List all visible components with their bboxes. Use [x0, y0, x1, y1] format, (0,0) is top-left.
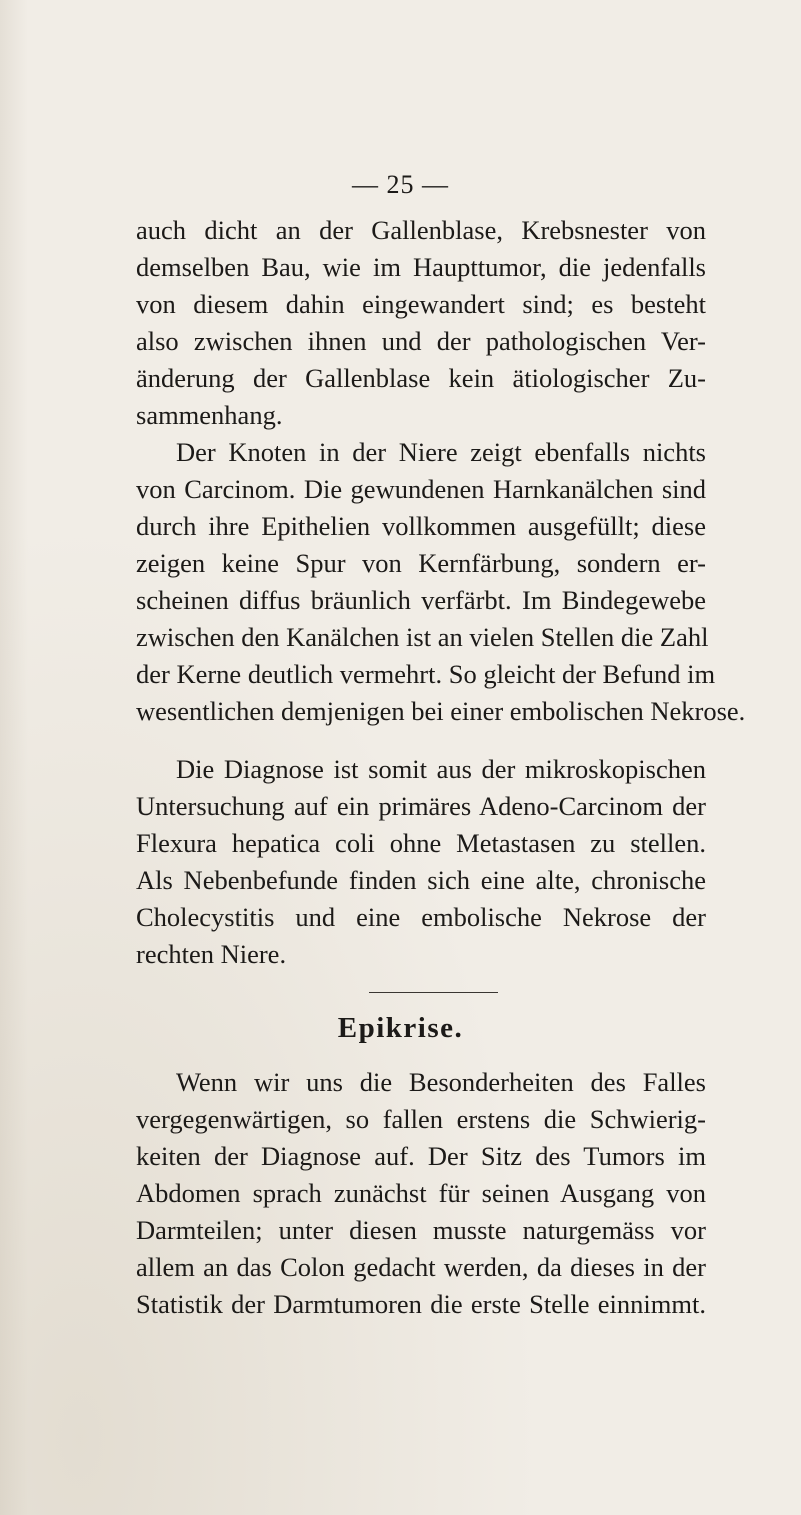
text-line: von diesem dahin eingewandert sind; es besteht: [136, 289, 706, 319]
text-line: der Kerne deutlich vermehrt. So gleicht der Befund im: [136, 659, 716, 689]
text-line: wesentlichen demjenigen bei einer embolischen Nekrose.: [136, 696, 746, 726]
text-line: von Carcinom. Die gewundenen Harnkanälchen sind: [136, 474, 706, 504]
text-line: allem an das Colon gedacht werden, da dieses in der: [136, 1252, 706, 1282]
section-divider: [369, 992, 498, 993]
text-line: demselben Bau, wie im Haupttumor, die jedenfalls: [136, 252, 706, 282]
text-line: änderung der Gallenblase kein ätiologischer Zu-: [136, 363, 706, 393]
text-line: zeigen keine Spur von Kernfärbung, sondern er-: [136, 548, 706, 578]
text-line: sammenhang.: [136, 400, 283, 430]
section-heading: Epikrise.: [337, 1012, 464, 1044]
text-line: rechten Niere.: [136, 939, 287, 969]
text-line: Als Nebenbefunde finden sich eine alte, chronische: [136, 865, 706, 895]
text-line: Die Diagnose ist somit aus der mikroskopischen: [176, 754, 706, 784]
text-line: Wenn wir uns die Besonderheiten des Falles: [176, 1067, 706, 1097]
paragraph-4: [136, 1064, 706, 1323]
text-line: auch dicht an der Gallenblase, Krebsnester von: [136, 215, 706, 245]
text-line: durch ihre Epithelien vollkommen ausgefüllt; diese: [136, 511, 706, 541]
page-number: — 25 —: [352, 170, 449, 199]
paragraph-2: [136, 434, 746, 730]
text-line: keiten der Diagnose auf. Der Sitz des Tumors im: [136, 1141, 706, 1171]
text-line: vergegenwärtigen, so fallen erstens die Schwierig-: [136, 1104, 706, 1134]
text-line: Darmteilen; unter diesen musste naturgemäss vor: [136, 1215, 706, 1245]
text-line: Abdomen sprach zunächst für seinen Ausgang von: [136, 1178, 706, 1208]
text-line: scheinen diffus bräunlich verfärbt. Im Bindegewebe: [136, 585, 706, 615]
text-line: Statistik der Darmtumoren die erste Stelle einnimmt.: [136, 1289, 706, 1319]
paragraph-3: [136, 751, 706, 973]
text-line: Cholecystitis und eine embolische Nekrose der: [136, 902, 706, 932]
text-line: Untersuchung auf ein primäres Adeno-Carcinom der: [136, 791, 706, 821]
paragraph-1: [136, 212, 706, 434]
text-line: Der Knoten in der Niere zeigt ebenfalls nichts: [176, 437, 706, 467]
text-line: also zwischen ihnen und der pathologischen Ver-: [136, 326, 706, 356]
text-line: Flexura hepatica coli ohne Metastasen zu stellen.: [136, 828, 706, 858]
text-line: zwischen den Kanälchen ist an vielen Stellen die Zahl: [136, 622, 709, 652]
